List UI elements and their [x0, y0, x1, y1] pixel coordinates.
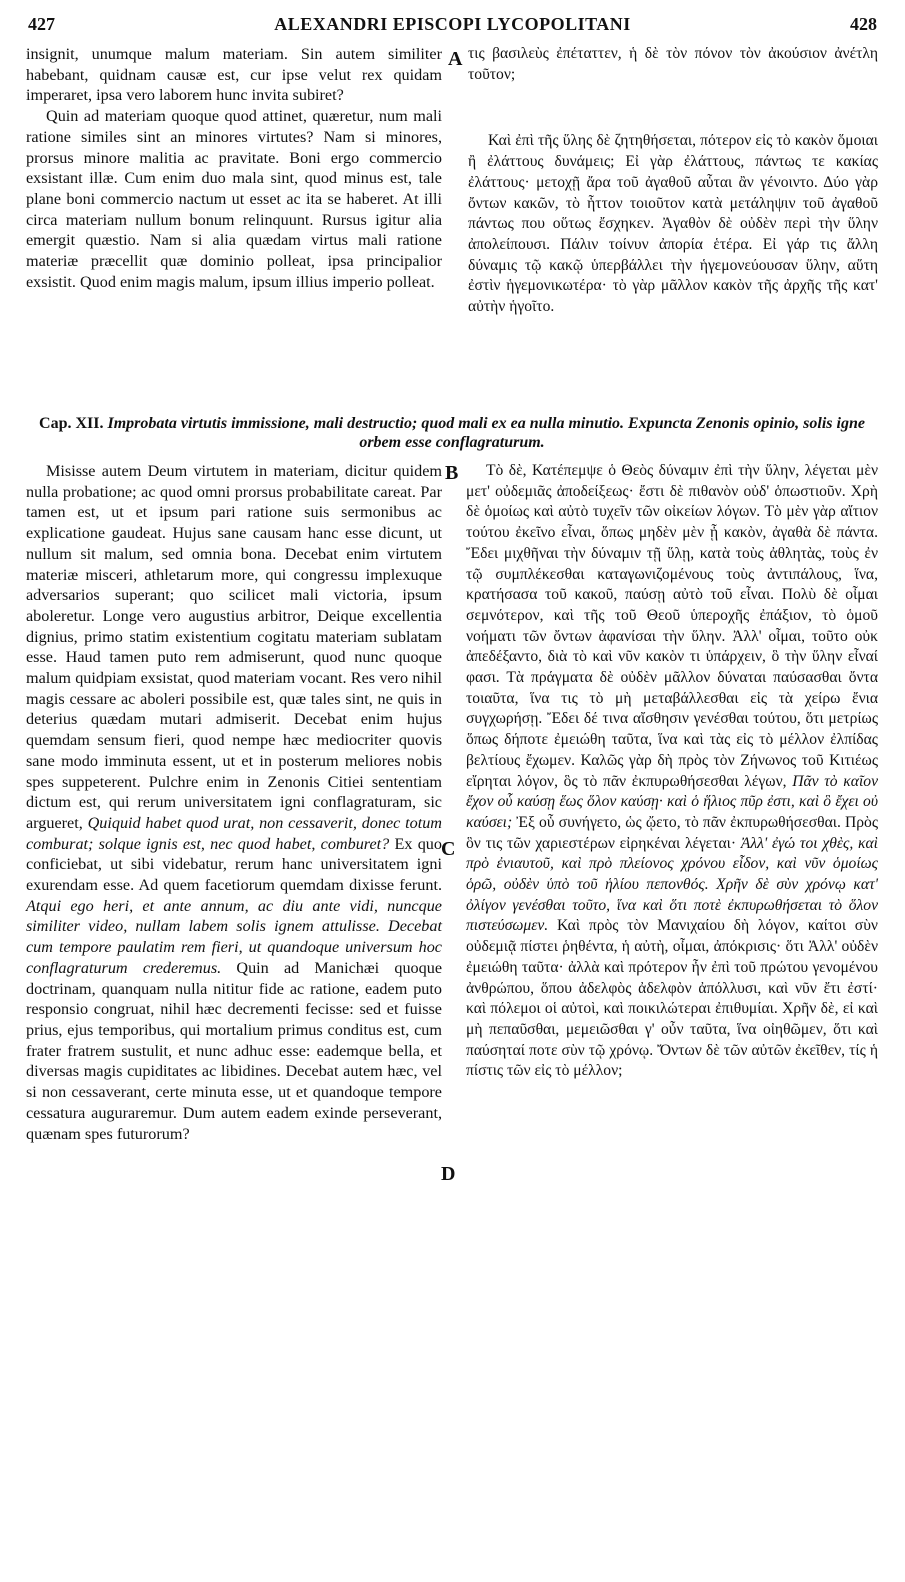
- quoted-passage: Πᾶν τὸ καῖον ἔχον οὗ καύσῃ ἕως ὅλον καύσῃ· καὶ ὁ ἥλιος πῦρ ἐστι, καὶ ὃ ἔχει οὐ καύσει;: [466, 772, 878, 831]
- page-number-right: 428: [850, 14, 877, 34]
- page-number-left: 427: [28, 14, 55, 34]
- latin-paragraph: insignit, unumque malum materiam. Sin autem similiter habebant, quidnam causæ est, cur ipse velut rex quidam imperaret, ipsa vero laborem hunc invita subiret?: [26, 45, 442, 105]
- section-marker-d: D: [441, 1163, 456, 1185]
- quoted-passage: Atqui ego heri, et ante annum, ac diu ante vidi, nuncque similiter video, nullam labem solis ignem attulisse. Decebat cum tempore paulatim rem fieri, ut quandoque universum hoc conflagraturum crederemus.: [26, 896, 442, 977]
- section-marker-c: C: [441, 838, 456, 860]
- text-run: Τὸ δὲ, Κατέπεμψε ὁ Θεὸς δύναμιν ἐπὶ τὴν ὕλην, λέγεται μὲν μετ' οὐδεμιᾶς ἀποδείξεως· ἔστι δὲ πιθανὸν οὐδ' ὁπωστιοῦν. Χρὴ δὲ ὁμοίως καὶ αὐτὸ τυχεῖν τῶν οἰκείων λόγων. Τὸ μὲν γὰρ αἴτιον τούτου ἐκεῖνο εἶναι, ὅπως μηδὲν μὲν ᾖ κακὸν, ἀγαθὰ δὲ πάντα. Ἔδει μιχθῆναι τὴν δύναμιν τῇ ὕλῃ, κατὰ τοὺς ἀθλητὰς, τοὺς ἐν τῷ συμπλέκεσθαι καταγωνιζομένους τοὺς ἀντιπάλους, ἵνα, κρατήσασα τοῦ κακοῦ, παύσῃ αὐτὸ τοῦ εἶναι. Πολὺ δὲ οἶμαι σεμνότερον, καὶ τῆς τοῦ Θεοῦ ὑπεροχῆς ἐπάξιον, τὸ ὁμοῦ νοήματι τῶν ὄντων ἀφανίσαι τὴν ὕλην. Ἀλλ' οἶμαι, τοῦτο οὐκ ἀπεδέξαντο, διὰ τὸ καὶ νῦν κακὸν τι ὑπάρχειν, ὃ τὴν ὕλην εἶναί φασι. Τὰ πράγματα δὲ οὐδὲν μᾶλλον δύναται παύσασθαι ὄντα τοιαῦτα, ἵνα τις τὸ μὴ μεταβάλλεσθαι εἰς τὰ χείρω ἔνια συγχωρήσῃ. Ἔδει δέ τινα αἴσθησιν γενέσθαι τούτου, ὅτι μετρίως ὅπως δήποτε ἐμειώθη ταῦτα, ἵνα καὶ τὰς εἰς τὸ μέλλον ἐλπίδας βελτίους ἔχωμεν. Καλῶς γὰρ δὴ πρὸς τὸν Ζήνωνος τοῦ Κιτιέως εἴρηται λόγον, ὃς τὸ πᾶν ἐκπυρωθήσεσθαι λέγων,: [466, 462, 878, 790]
- latin-column-b: [26, 461, 442, 1144]
- quoted-passage: Quiquid habet quod urat, non cessaverit, donec totum comburat; solque ignis est, nec quod habet, comburet?: [26, 813, 442, 853]
- text-run: Ex quo conficiebat, ut sibi videbatur, rerum hanc universitatem igni exurendam esse. Ad quem facetiorum quemdam dixisse ferunt.: [26, 834, 442, 895]
- text-run: Misisse autem Deum virtutem in materiam, dicitur quidem nulla probatione; ac quod omni prorsus probabilitate careat. Par tamen est, ut et ipsum pari ratione suis sermonibus ac explicatione gaudeat. Hujus sane causam hanc esse dicunt, ut nullum sit malum, sed omnia bona. Decebat enim virtutem materiæ misceri, athletarum more, qui congressu implexuque adversarios superant; quo scilicet mali victoria, ipsum aboleretur. Longe vero augustius arbitror, Deique excellentia dignius, primo statim existentium cogitatu materiam sublatam esse. Haud tamen puto rem admiserunt, quod nunc quoque malum quidpiam exsistat, quod materiam vocant. Res vero nihil magis cessare ac aboleri possibile est, quæ tales sint, ne quis in deterius quædam mutari admiserit. Decebat enim hujus quemdam sensum fieri, quod nempe hæc mediocriter quovis sane modo imminuta essent, ut et in posterum meliores nobis spes suppeterent. Pulchre enim in Zenonis Citiei sententiam dictum est, qui rerum universitatem igni conflagraturam, sic argueret,: [26, 462, 442, 832]
- quoted-passage: Ἀλλ' ἐγώ τοι χθὲς, καὶ πρὸ ἐνιαυτοῦ, καὶ πρὸ πλείονος χρόνου εἶδον, καὶ νῦν ὁμοίως ὁρῶ, οὐδὲν ὑπὸ τοῦ ἡλίου πεπονθός. Χρῆν δὲ σὺν χρόνῳ κατ' ὀλίγον γενέσθαι τοῦτο, ἵνα καὶ ὅτι ποτὲ ἐκπυρωθήσεται τὸ ὅλον πιστεύσωμεν.: [466, 834, 878, 935]
- chapter-label: Cap. XII.: [39, 415, 104, 432]
- chapter-title: Improbata virtutis immissione, mali destructio; quod mali ex ea nulla minutio. Expuncta Zenonis opinio, solis igne orbem esse conflagraturum.: [107, 415, 865, 451]
- greek-column-a: [468, 44, 878, 318]
- latin-column-a: [26, 44, 442, 292]
- section-marker-a: A: [448, 48, 463, 70]
- latin-paragraph: Quin ad materiam quoque quod attinet, quæretur, num mali ratione similes sint an minores virtutes? Nam si minores, prorsus minore malitia ac pravitate. Boni ergo commercio exsistant illæ. Cum enim duo mala sint, quod minus est, tale plane boni commercio nactum ut esset ac ita se haberet. At illi circa materiam nullum bonum relinquunt. Rursus igitur alia emergit quæstio. Nam si alia quædam virtus mali ratione materiæ præcellit quæ dominio polleat, ipsa principalior exsistit. Quod enim magis malum, ipsum illius imperio polleat.: [26, 107, 442, 291]
- running-title: ALEXANDRI EPISCOPI LYCOPOLITANI: [274, 14, 631, 34]
- text-run: Ἐξ οὗ συνήγετο, ὡς ᾤετο, τὸ πᾶν ἐκπυρωθήσεσθαι. Πρὸς ὃν τις τῶν χαριεστέρων εἰρηκέναι λέγεται·: [466, 813, 878, 852]
- chapter-heading: [26, 414, 878, 452]
- greek-paragraph: Καὶ ἐπὶ τῆς ὕλης δὲ ζητηθήσεται, πότερον εἰς τὸ κακὸν ὅμοιαι ἢ ἐλάττους δυνάμεις; Εἰ γὰρ ἐλάττους, πάντως τε κακίας ἐλάττους· μετοχῇ ἄρα τοῦ ἀγαθοῦ αὗται ἂν γένοιντο. Δύο γὰρ ὄντων κακῶν, τὸ ἧττον τοιοῦτον κατὰ μετάληψιν τοῦ ἀγαθοῦ πάντως που οὕτως ἔσχηκεν. Ἀγαθὸν δὲ οὐδὲν περὶ τὴν ὕλην ἀπολείπουσι. Πάλιν τοίνυν ἀπορία ἑτέρα. Εἰ γάρ τις ἄλλη δύναμις τῷ κακῷ ὑπερβάλλει τὴν ἡγεμονεύουσαν ὕλην, αὕτη ἐστὶν ἡγεμονικωτέρα· τὸ γὰρ μᾶλλον κακὸν τῆς ἀρχῆς τῆς κατ' αὐτὴν ἡγοῖτο.: [468, 132, 878, 316]
- text-run: Quin ad Manichæi quoque doctrinam, quanquam nulla nititur fide ac ratione, eadem puto responsio congruat, nihil hæc decrementi fecisse: sed et fuisse prius, ejus temporibus, qui mortalium primus conditus est, cum frater fratrem sustulit, et nunc adhuc esse: eademque bella, et diversas magis cupiditates ac libidines. Decebat autem hæc, vel si non cessaverant, certe minuta esse, ut et quandoque tempore cessatura auguraremur. Dum autem eadem exinde perseverant, quænam spes futurorum?: [26, 958, 442, 1143]
- text-run: Καὶ πρὸς τὸν Μανιχαίου δὴ λόγον, καίτοι σὺν οὐδεμιᾷ πίστει ῥηθέντα, ἡ αὐτὴ, οἶμαι, ἀπόκρισις· ὅτι Ἀλλ' οὐδὲν ἐμειώθη ταῦτα· ἀλλὰ καὶ πρότερον ἦν ἐπὶ τοῦ πρώτου γενομένου ἀνθρώπου, ὅπου ἀδελφὸς ἀδελφὸν ἀπόλλυσι, καὶ νῦν ἔτι ἐστί· καὶ πόλεμοι οἱ αὐτοὶ, καὶ ποικιλώτεραι ἐπιθυμίαι. Χρῆν δὲ, εἰ καὶ μὴ πεπαῦσθαι, μεμειῶσθαι γ' οὖν ταῦτα, ἵνα οἰηθῶμεν, ὅτι καὶ παύσηταί ποτε σὺν τῷ χρόνῳ. Ὄντων δὲ τῶν αὐτῶν ἐκεῖθεν, τίς ἡ πίστις τῶν εἰς τὸ μέλλον;: [466, 917, 878, 1080]
- greek-column-b: [466, 461, 878, 1082]
- greek-paragraph: τις βασιλεὺς ἐπέταττεν, ἡ δὲ τὸν πόνον τὸν ἀκούσιον ἀνέτλη τοῦτον;: [468, 45, 878, 83]
- section-marker-b: B: [445, 462, 459, 484]
